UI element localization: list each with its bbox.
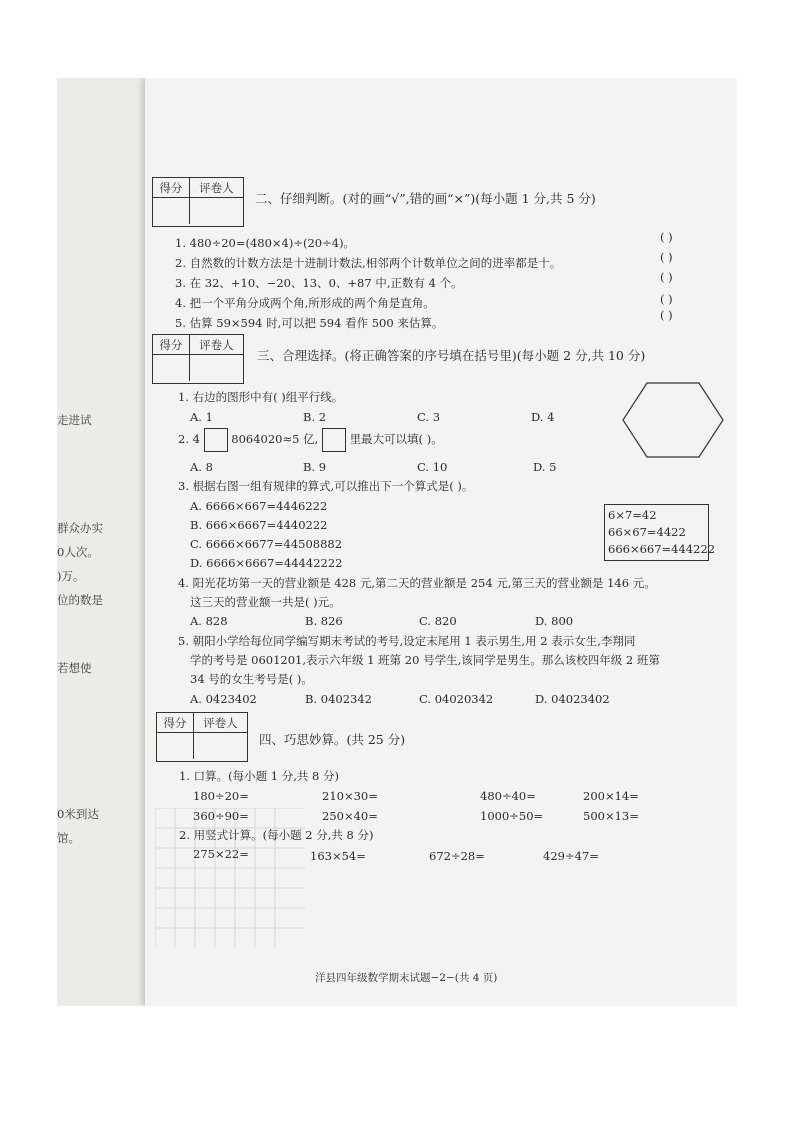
choice-option[interactable]: D. 4 <box>531 410 555 424</box>
choice-option[interactable]: C. 10 <box>417 460 448 474</box>
choice-q5-line1: 5. 朝阳小学给每位同学编写期末考试的考号,设定末尾用 1 表示男生,用 2 表示女生,李翔同 <box>178 634 636 648</box>
oral-calc-item: 200×14= <box>583 789 639 803</box>
oral-calc-item: 360÷90= <box>193 809 249 823</box>
pattern-equation: 666×667=444222 <box>608 542 716 556</box>
grader-label: 评卷人 <box>190 178 243 198</box>
pattern-equation: 66×67=4422 <box>608 525 686 539</box>
choice-q1-stem: 1. 右边的图形中有( )组平行线。 <box>178 390 344 404</box>
hexagon-figure <box>620 380 726 460</box>
exam-page <box>145 78 737 1006</box>
choice-option[interactable]: B. 666×6667=4440222 <box>190 518 328 532</box>
score-cell[interactable] <box>153 355 190 381</box>
choice-option[interactable]: C. 6666×6677=44508882 <box>190 537 343 551</box>
score-cell[interactable] <box>157 733 194 759</box>
left-page-fragment: 0人次。 <box>57 545 99 559</box>
grader-label: 评卷人 <box>190 335 243 355</box>
oral-calc-item: 1000÷50= <box>480 809 544 823</box>
grader-cell[interactable] <box>194 733 247 759</box>
oral-calc-title: 1. 口算。(每小题 1 分,共 8 分) <box>179 769 340 783</box>
choice-q4-line2: 这三天的营业额一共是( )元。 <box>190 595 341 609</box>
oral-calc-item: 480÷40= <box>480 789 536 803</box>
choice-option[interactable]: B. 2 <box>303 410 327 424</box>
score-cell[interactable] <box>153 198 190 224</box>
vertical-calc-item: 429÷47= <box>543 849 599 863</box>
choice-option[interactable]: C. 04020342 <box>419 692 494 706</box>
choice-q5-line3: 34 号的女生考号是( )。 <box>190 672 313 686</box>
judge-item-5: 5. 估算 59×594 时,可以把 594 看作 500 来估算。 <box>175 316 444 330</box>
choice-option[interactable]: C. 820 <box>419 614 457 628</box>
left-page-fragment: 若想使 <box>57 661 92 675</box>
blank-box[interactable] <box>204 428 228 452</box>
choice-option[interactable]: D. 04023402 <box>535 692 610 706</box>
grader-cell[interactable] <box>190 198 243 224</box>
oral-calc-item: 250×40= <box>322 809 378 823</box>
vertical-calc-item: 672÷28= <box>429 849 485 863</box>
pattern-equations-box <box>604 504 716 561</box>
left-page-fragment: 位的数是 <box>57 593 103 607</box>
answer-bracket[interactable]: ( ) <box>660 250 673 264</box>
vertical-calc-item: 275×22= <box>193 847 249 861</box>
left-page-fragment: 群众办实 <box>57 521 103 535</box>
score-box <box>152 177 244 227</box>
choice-option[interactable]: B. 0402342 <box>305 692 372 706</box>
answer-bracket[interactable]: ( ) <box>660 270 673 284</box>
oral-calc-item: 210×30= <box>322 789 378 803</box>
judge-item-1: 1. 480÷20=(480×4)÷(20÷4)。 <box>175 236 356 250</box>
grader-cell[interactable] <box>190 355 243 381</box>
left-page-fragment: )万。 <box>57 569 85 583</box>
blank-box[interactable] <box>322 428 346 452</box>
judge-item-3: 3. 在 32、+10、−20、13、0、+87 中,正数有 4 个。 <box>175 276 463 290</box>
page-footer: 洋县四年级数学期末试题−2−(共 4 页) <box>315 972 498 984</box>
score-box <box>152 334 244 384</box>
choice-option[interactable]: A. 0423402 <box>190 692 257 706</box>
vertical-calc-item: 163×54= <box>310 849 366 863</box>
answer-bracket[interactable]: ( ) <box>660 308 673 322</box>
pattern-equation: 6×7=42 <box>608 508 657 522</box>
choice-option[interactable]: B. 826 <box>305 614 343 628</box>
choice-option[interactable]: A. 828 <box>190 614 228 628</box>
score-label: 得分 <box>157 713 194 733</box>
photo-background <box>57 78 737 1006</box>
choice-q3-stem: 3. 根据右图一组有规律的算式,可以推出下一个算式是( )。 <box>178 479 474 493</box>
score-box <box>156 712 248 762</box>
score-label: 得分 <box>153 335 190 355</box>
choice-option[interactable]: A. 1 <box>190 410 213 424</box>
answer-bracket[interactable]: ( ) <box>660 292 673 306</box>
oral-calc-item: 500×13= <box>583 809 639 823</box>
left-page-fragment: 0米到达 <box>57 807 99 821</box>
left-page-fragment: 馆。 <box>57 831 80 845</box>
vertical-calc-title: 2. 用竖式计算。(每小题 2 分,共 8 分) <box>179 828 374 842</box>
answer-bracket[interactable]: ( ) <box>660 230 673 244</box>
section-3-title: 三、合理选择。(将正确答案的序号填在括号里)(每小题 2 分,共 10 分) <box>257 348 646 363</box>
section-2-title: 二、仔细判断。(对的画“√”,错的画“×”)(每小题 1 分,共 5 分) <box>255 191 596 206</box>
judge-item-4: 4. 把一个平角分成两个角,所形成的两个角是直角。 <box>175 296 435 310</box>
choice-q2-stem: 2. 4 8064020≈5 亿, 里最大可以填( )。 <box>178 428 443 452</box>
choice-option[interactable]: B. 9 <box>303 460 327 474</box>
section-4-title: 四、巧思妙算。(共 25 分) <box>259 732 406 747</box>
choice-option[interactable]: D. 6666×6667=44442222 <box>190 556 343 570</box>
choice-q5-line2: 学的考号是 0601201,表示六年级 1 班第 20 号学生,该同学是男生。那么该校四年级 2 班第 <box>190 653 660 667</box>
choice-option[interactable]: C. 3 <box>417 410 441 424</box>
oral-calc-item: 180÷20= <box>193 789 249 803</box>
choice-option[interactable]: D. 5 <box>533 460 557 474</box>
grader-label: 评卷人 <box>194 713 247 733</box>
choice-option[interactable]: D. 800 <box>535 614 574 628</box>
choice-q4-line1: 4. 阳光花坊第一天的营业额是 428 元,第二天的营业额是 254 元,第三天的营业额是 146 元。 <box>178 576 656 590</box>
choice-option[interactable]: A. 6666×667=4446222 <box>190 499 328 513</box>
left-page-fragment: 走进试 <box>57 413 92 427</box>
judge-item-2: 2. 自然数的计数方法是十进制计数法,相邻两个计数单位之间的进率都是十。 <box>175 256 562 270</box>
score-label: 得分 <box>153 178 190 198</box>
choice-option[interactable]: A. 8 <box>190 460 213 474</box>
